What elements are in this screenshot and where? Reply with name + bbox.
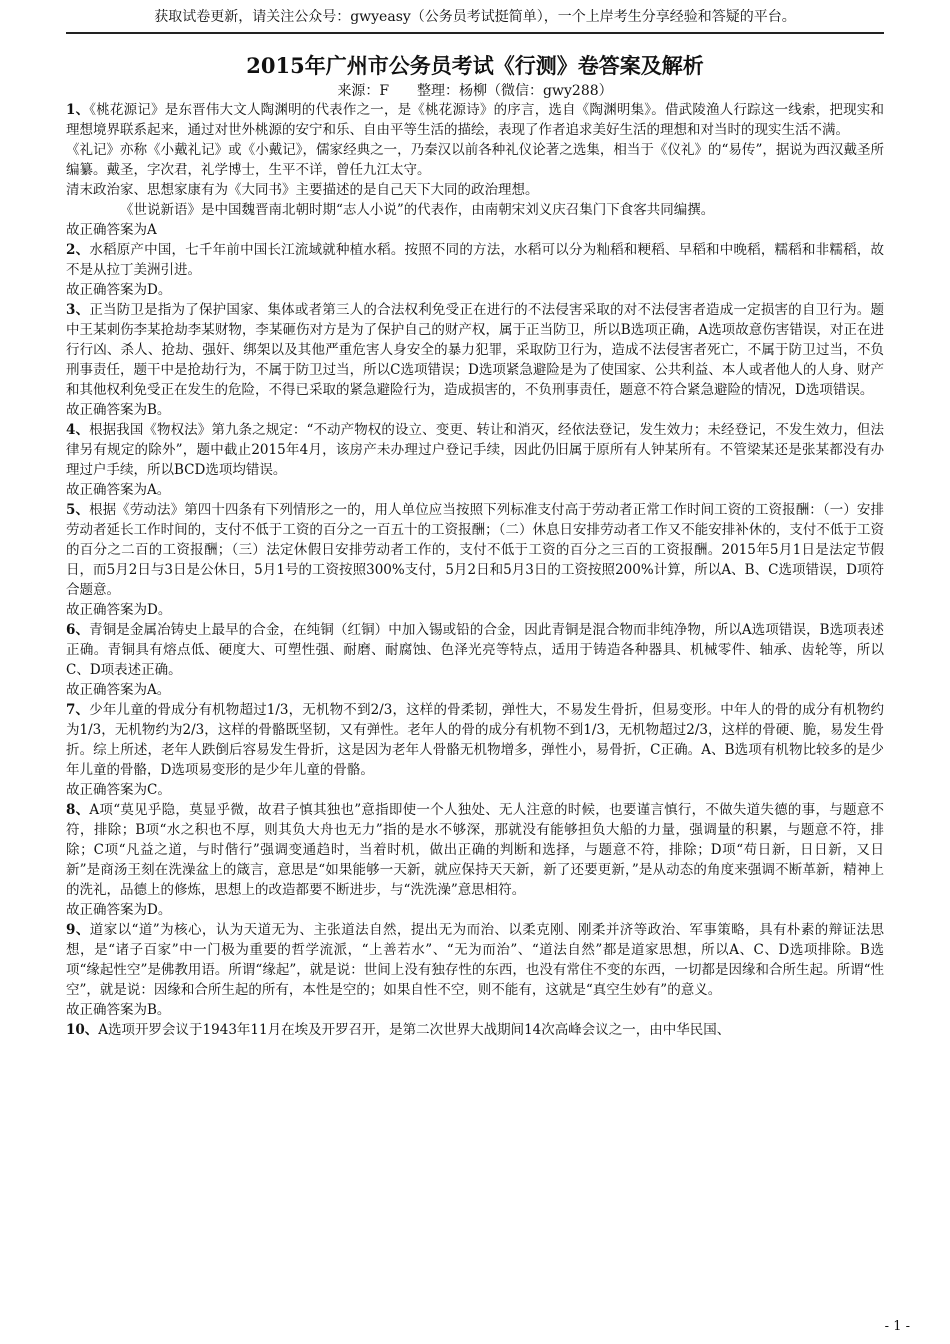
question-8-answer: 故正确答案为D。 (66, 902, 172, 918)
answer-content (66, 100, 884, 1040)
header-notice: 获取试卷更新，请关注公众号：gwyeasy（公务员考试挺简单），一个上岸考生分享经验和答疑的平台。 (154, 9, 796, 25)
question-9-para-1: 9、道家以“道”为核心，认为天道无为、主张道法自然，提出无为而治、以柔克刚、刚柔并济等政治、军事策略，具有朴素的辩证法思想，是“诸子百家”中一门极为重要的哲学流派，“上善若水”、“无为而治”、“道法自然”都是道家思想，所以A、C、D选项排除。B选项“缘起性空”是佛教用语。所谓“缘起”，就是说：世间上没有独存性的东西，也没有常住不变的东西，一切都是因缘和合所生起。所谓“性空”，就是说：因缘和合所生起的所有，本性是空的；如果自性不空，则不能有，这就是“真空生妙有”的意义。 (66, 922, 884, 998)
question-1-para-1: 1、《桃花源记》是东晋伟大文人陶渊明的代表作之一，是《桃花源诗》的序言，选自《陶渊明集》。借武陵渔人行踪这一线索，把现实和理想境界联系起来，通过对世外桃源的安宁和乐、自由平等生活的描绘，表现了作者追求美好生活的理想和对当时的现实生活不满。 (66, 102, 884, 138)
question-1-para-2: 《礼记》亦称《小戴礼记》或《小戴记》，儒家经典之一，乃秦汉以前各种礼仪论著之选集，相当于《仪礼》的“易传”，据说为西汉戴圣所编纂。戴圣，字次君，礼学博士，生平不详，曾任九江太守。 (66, 142, 884, 178)
question-1-para-4: 《世说新语》是中国魏晋南北朝时期“志人小说”的代表作，由南朝宋刘义庆召集门下食客共同编撰。 (120, 202, 715, 218)
question-1-answer: 故正确答案为A (66, 222, 157, 238)
question-4-answer: 故正确答案为A。 (66, 482, 171, 498)
question-number: 4、 (66, 422, 90, 438)
question-7-para-1: 7、少年儿童的骨成分有机物超过1/3，无机物不到2/3，这样的骨柔韧，弹性大，不易发生骨折，但易变形。中年人的骨的成分有机物约为1/3，无机物约为2/3，这样的骨骼既坚韧，又有弹性。老年人的骨的成分有机物不到1/3，无机物超过2/3，这样的骨硬、脆，易发生骨折。综上所述，老年人跌倒后容易发生骨折，这是因为老年人骨骼无机物增多，弹性小，易骨折，C正确。A、B选项有机物比较多的是少年儿童的骨骼，D选项易变形的是少年儿童的骨骼。 (66, 702, 884, 778)
question-5-para-1: 5、根据《劳动法》第四十四条有下列情形之一的，用人单位应当按照下列标准支付高于劳动者正常工作时间工资的工资报酬：（一）安排劳动者延长工作时间的，支付不低于工资的百分之一百五十的工资报酬；（二）休息日安排劳动者工作又不能安排补休的，支付不低于工资的百分之二百的工资报酬；（三）法定休假日安排劳动者工作的，支付不低于工资的百分之三百的工资报酬。2015年5月1日是法定节假日，而5月2日与3日是公休日，5月1号的工资按照300%支付，5月2日和5月3日的工资按照200%计算，所以A、B、C选项错误，D项符合题意。 (66, 502, 884, 598)
question-number: 2、 (66, 242, 90, 258)
question-number: 3、 (66, 302, 90, 318)
header-rule (66, 32, 884, 34)
question-4-para-1: 4、根据我国《物权法》第九条之规定：“不动产物权的设立、变更、转让和消灭，经依法登记，发生效力；未经登记，不发生效力，但法律另有规定的除外”，题中截止2015年4月，该房产未办理过户登记手续，因此仍旧属于原所有人钟某所有。不管梁某还是张某都没有办理过户手续，所以BCD选项均错误。 (66, 422, 884, 478)
page-number: - 1 - (884, 1319, 910, 1334)
question-10-para-1: 10、A选项开罗会议于1943年11月在埃及开罗召开，是第二次世界大战期间14次高峰会议之一，由中华民国、 (66, 1022, 731, 1038)
question-2-para-1: 2、水稻原产中国，七千年前中国长江流域就种植水稻。按照不同的方法，水稻可以分为籼稻和粳稻、早稻和中晚稻，糯稻和非糯稻，故不是从拉丁美洲引进。 (66, 242, 884, 278)
question-8-para-1: 8、A项“莫见乎隐，莫显乎微，故君子慎其独也”意指即使一个人独处、无人注意的时候，也要谨言慎行，不做失道失德的事，与题意不符，排除；B项“水之积也不厚，则其负大舟也无力”指的是水不够深，那就没有能够担负大船的力量，强调量的积累，与题意不符，排除；C项“凡益之道，与时偕行”强调变通趋时，当着时机，做出正确的判断和选择，与题意不符，排除；D项“苟日新，日日新，又日新”是商汤王刻在洗澡盆上的箴言，意思是“如果能够一天新，就应保持天天新，新了还要更新，”是从动态的角度来强调不断革新，精神上的洗礼，品德上的修炼，思想上的改造都要不断进步，与“洗洗澡”意思相符。 (66, 802, 884, 898)
question-6-para-1: 6、青铜是金属冶铸史上最早的合金，在纯铜（红铜）中加入锡或铅的合金，因此青铜是混合物而非纯净物，所以A选项错误，B选项表述正确。青铜具有熔点低、硬度大、可塑性强、耐磨、耐腐蚀、色泽光亮等特点，适用于铸造各种器具、机械零件、轴承、齿轮等，所以C、D项表述正确。 (66, 622, 884, 678)
question-number: 8、 (66, 802, 90, 818)
question-1-para-3: 清末政治家、思想家康有为《大同书》主要描述的是自己天下大同的政治理想。 (66, 182, 539, 198)
question-2-answer: 故正确答案为D。 (66, 282, 172, 298)
question-number: 7、 (66, 702, 90, 718)
question-7-answer: 故正确答案为C。 (66, 782, 171, 798)
question-3-para-1: 3、正当防卫是指为了保护国家、集体或者第三人的合法权利免受正在进行的不法侵害采取的对不法侵害者造成一定损害的自卫行为。题中王某刺伤李某抢劫李某财物，李某砸伤对方是为了保护自己的财产权，属于正当防卫，所以B选项正确，A选项故意伤害错误，对正在进行行凶、杀人、抢劫、强奸、绑架以及其他严重危害人身安全的暴力犯罪，采取防卫行为，造成不法侵害者死亡，不属于防卫过当，不负刑事责任，题干中是抢劫行为，不属于防卫过当，所以C选项错误；D选项紧急避险是为了使国家、公共利益、本人或者他人的人身、财产和其他权利免受正在发生的危险，不得已采取的紧急避险行为，造成损害的，不负刑事责任，题意不符合紧急避险的情况，D选项错误。 (66, 302, 884, 398)
question-number: 5、 (66, 502, 90, 518)
question-6-answer: 故正确答案为A。 (66, 682, 171, 698)
question-5-answer: 故正确答案为D。 (66, 602, 172, 618)
question-number: 1、 (66, 102, 90, 118)
question-number: 10、 (66, 1022, 99, 1038)
doc-source: 来源：F 整理：杨柳（微信：gwy288） (337, 83, 613, 99)
question-number: 6、 (66, 622, 90, 638)
question-9-answer: 故正确答案为B。 (66, 1002, 171, 1018)
question-number: 9、 (66, 922, 90, 938)
question-3-answer: 故正确答案为B。 (66, 402, 171, 418)
doc-title: 2015年广州市公务员考试《行测》卷答案及解析 (246, 53, 704, 78)
